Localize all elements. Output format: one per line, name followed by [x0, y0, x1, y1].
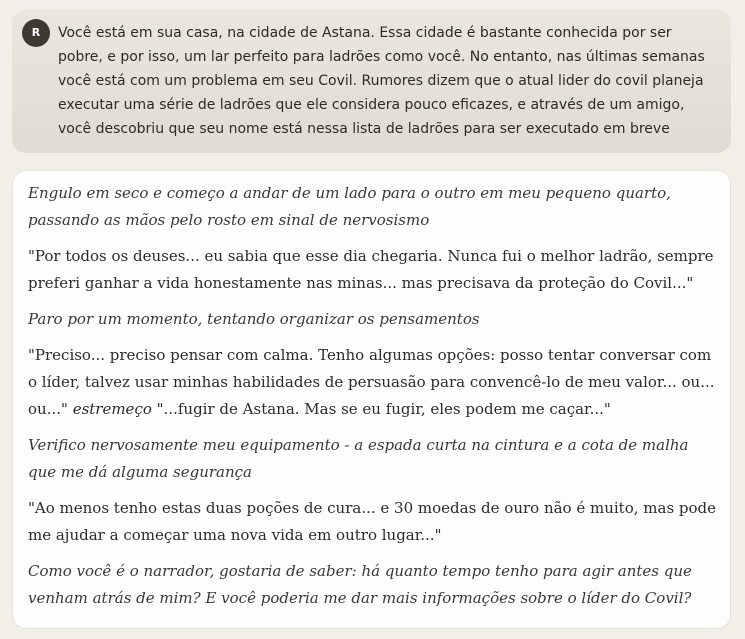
- user-message-text: Você está em sua casa, na cidade de Astana. Essa cidade é bastante conhecida por ser pobre, e por isso, um lar perfeito para ladrões como você. No entanto, nas últimas semanas você está com um problema em seu Covil. Rumores dizem que o atual lider do covil planeja executar uma série de ladrões que ele considera pouco eficazes, e através de um amigo, você descobriu que seu nome está nessa lista de ladrões para ser executado em breve: [58, 25, 705, 137]
- inline-action-text: estremeço: [72, 400, 152, 418]
- dialogue-paragraph: "Ao menos tenho estas duas poções de cura... e 30 moedas de ouro não é muito, mas pode me ajudar a começar uma nova vida em outro lugar...": [28, 499, 717, 544]
- question-paragraph: Como você é o narrador, gostaria de saber: há quanto tempo tenho para agir antes que venham atrás de mim? E você poderia me dar mais informações sobre o líder do Covil?: [28, 562, 692, 607]
- dialogue-text: "Preciso... preciso pensar com calma. Tenho algumas opções: posso tentar conversar com o líder, talvez usar minhas habilidades de persuasão para convencê-lo de meu valor... ou... ou...": [28, 346, 715, 418]
- dialogue-text: "...fugir de Astana. Mas se eu fugir, eles podem me caçar...": [156, 400, 611, 418]
- action-paragraph: Engulo em seco e começo a andar de um lado para o outro em meu pequeno quarto, passando as mãos pelo rosto em sinal de nervosismo: [28, 184, 671, 229]
- user-message: [12, 9, 731, 153]
- dialogue-paragraph: "Por todos os deuses... eu sabia que esse dia chegaria. Nunca fui o melhor ladrão, sempre preferi ganhar a vida honestamente nas minas... mas precisava da proteção do Covil...": [28, 247, 714, 292]
- dialogue-paragraph: [28, 342, 720, 423]
- assistant-message: [12, 170, 731, 629]
- user-avatar: R: [22, 19, 50, 47]
- action-paragraph: Verifico nervosamente meu equipamento - a espada curta na cintura e a cota de malha que me dá alguma segurança: [28, 436, 689, 481]
- action-paragraph: Paro por um momento, tentando organizar os pensamentos: [28, 310, 480, 328]
